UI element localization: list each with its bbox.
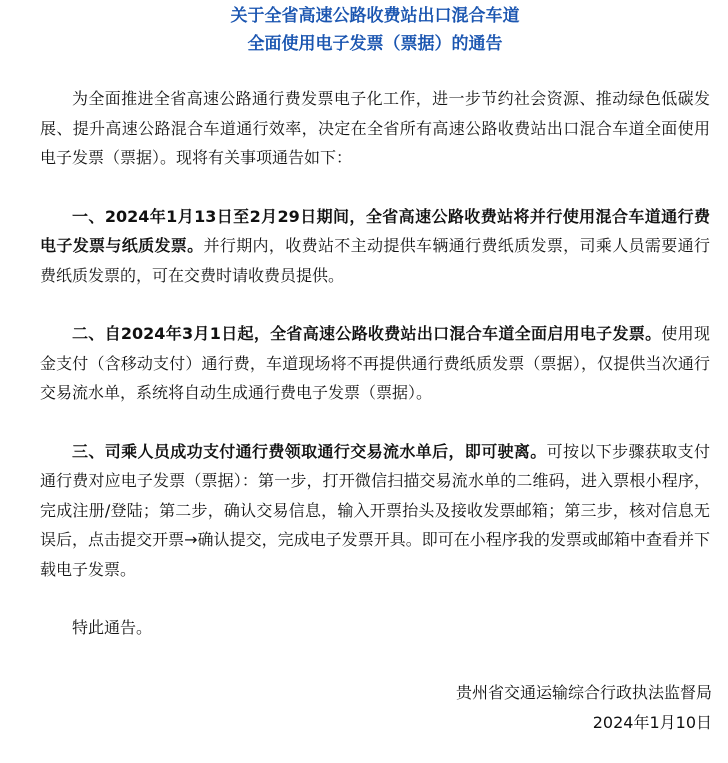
issuer-signature: 贵州省交通运输综合行政执法监督局 <box>455 683 712 702</box>
item-3-paragraph <box>40 437 710 585</box>
issue-date: 2024年1月10日 <box>592 713 712 732</box>
item-2-paragraph <box>40 319 710 408</box>
title-line-2: 全面使用电子发票（票据）的通告 <box>247 34 503 54</box>
item-1-paragraph <box>40 202 710 291</box>
notice-body <box>40 84 710 643</box>
item-3-heading: 三、司乘人员成功支付通行费领取通行交易流水单后，即可驶离。 <box>72 441 547 461</box>
item-3-text: 可按以下步骤获取支付通行费对应电子发票（票据）：第一步，打开微信扫描交易流水单的二维码，进入票根小程序，完成注册/登陆；第二步，确认交易信息，输入开票抬头及接收发票邮箱；第三步，核对信息无误后，点击提交开票→确认提交，完成电子发票开具。即可在小程序我的发票或邮箱中查看并下载电子发票。 <box>40 441 710 579</box>
item-2-text: 使用现金支付（含移动支付）通行费，车道现场将不再提供通行费纸质发票（票据），仅提供当次通行交易流水单，系统将自动生成通行费电子发票（票据）。 <box>40 324 710 402</box>
item-1-heading: 一、2024年1月13日至2月29日期间，全省高速公路收费站将并行使用混合车道通行费电子发票与纸质发票。 <box>40 206 710 255</box>
item-2-heading: 二、自2024年3月1日起，全省高速公路收费站出口混合车道全面启用电子发票。 <box>72 324 662 343</box>
title-line-1: 关于全省高速公路收费站出口混合车道 <box>230 6 520 26</box>
item-1-text: 并行期内，收费站不主动提供车辆通行费纸质发票，司乘人员需要通行费纸质发票的，可在交费时请收费员提供。 <box>40 236 710 285</box>
closing-text: 特此通告。 <box>72 618 153 637</box>
notice-title <box>40 0 710 58</box>
intro-paragraph: 为全面推进全省高速公路通行费发票电子化工作，进一步节约社会资源、推动绿色低碳发展、提升高速公路混合车道通行效率，决定在全省所有高速公路收费站出口混合车道全面使用电子发票（票据）。现将有关事项通告如下： <box>40 89 710 167</box>
